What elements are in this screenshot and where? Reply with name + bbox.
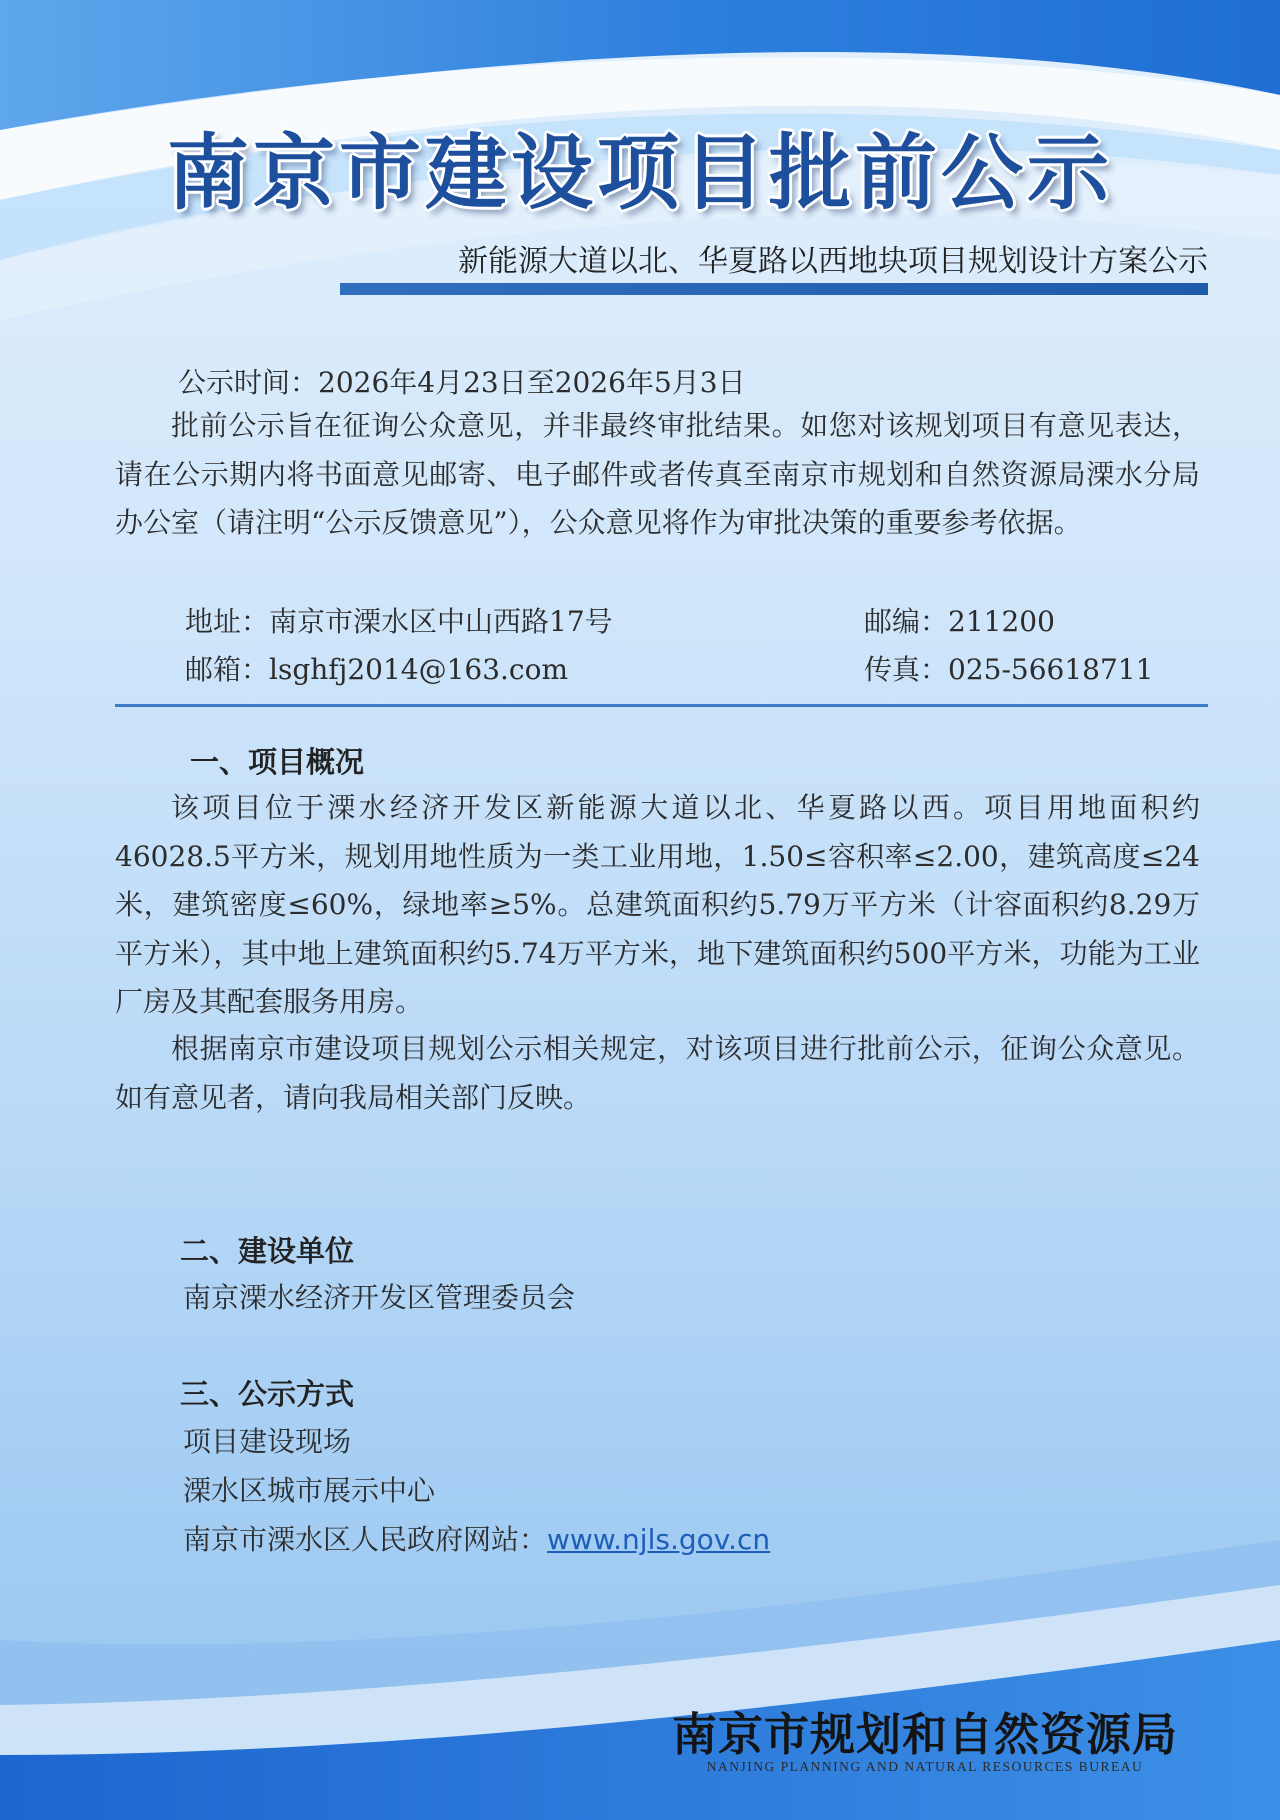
contact-fax: 传真：025-56618711 <box>864 653 1154 686</box>
section-heading-developer: 二、建设单位 <box>180 1234 355 1268</box>
section-heading-method: 三、公示方式 <box>180 1377 355 1411</box>
contact-address: 地址：南京市溧水区中山西路17号 <box>185 605 613 638</box>
contact-postcode: 邮编：211200 <box>864 605 1055 638</box>
method-item-exhibition-center: 溧水区城市展示中心 <box>183 1474 436 1507</box>
website-label: 南京市溧水区人民政府网站： <box>183 1523 548 1556</box>
section-heading-overview: 一、项目概况 <box>190 745 365 779</box>
subtitle-underline-bar <box>340 283 1208 295</box>
website-link[interactable]: www.njls.gov.cn <box>547 1523 771 1556</box>
notice-intro: 批前公示旨在征询公众意见，并非最终审批结果。如您对该规划项目有意见表达，请在公示期内将书面意见邮寄、电子邮件或者传真至南京市规划和自然资源局溧水分局办公室（请注明“公示反馈意见”），公众意见将作为审批决策的重要参考依据。 <box>115 409 1200 539</box>
method-item-site: 项目建设现场 <box>183 1425 352 1458</box>
footer-organization-name-en: NANJING PLANNING AND NATURAL RESOURCES BUREAU <box>706 1759 1144 1774</box>
section-divider <box>115 704 1208 707</box>
page-subtitle: 新能源大道以北、华夏路以西地块项目规划设计方案公示 <box>458 244 1208 279</box>
method-item-website <box>183 1518 770 1558</box>
developer-name: 南京溧水经济开发区管理委员会 <box>183 1281 576 1314</box>
footer-organization-name: 南京市规划和自然资源局 <box>671 1708 1178 1761</box>
project-overview-text: 该项目位于溧水经济开发区新能源大道以北、华夏路以西。项目用地面积约46028.5平方米，规划用地性质为一类工业用地，1.50≤容积率≤2.00，建筑高度≤24米，建筑密度≤60%，绿地率≥5%。总建筑面积约5.79万平方米（计容面积约8.29万平方米），其中地上建筑面积约5.74万平方米，地下建筑面积约500平方米，功能为工业厂房及其配套服务用房。 <box>115 791 1200 1018</box>
notice-period: 公示时间：2026年4月23日至2026年5月3日 <box>178 366 746 399</box>
publicity-rule-text: 根据南京市建设项目规划公示相关规定，对该项目进行批前公示，征询公众意见。如有意见者，请向我局相关部门反映。 <box>115 1032 1200 1114</box>
page-title: 南京市建设项目批前公示 <box>166 125 1113 221</box>
contact-email: 邮箱：lsghfj2014@163.com <box>185 653 569 686</box>
